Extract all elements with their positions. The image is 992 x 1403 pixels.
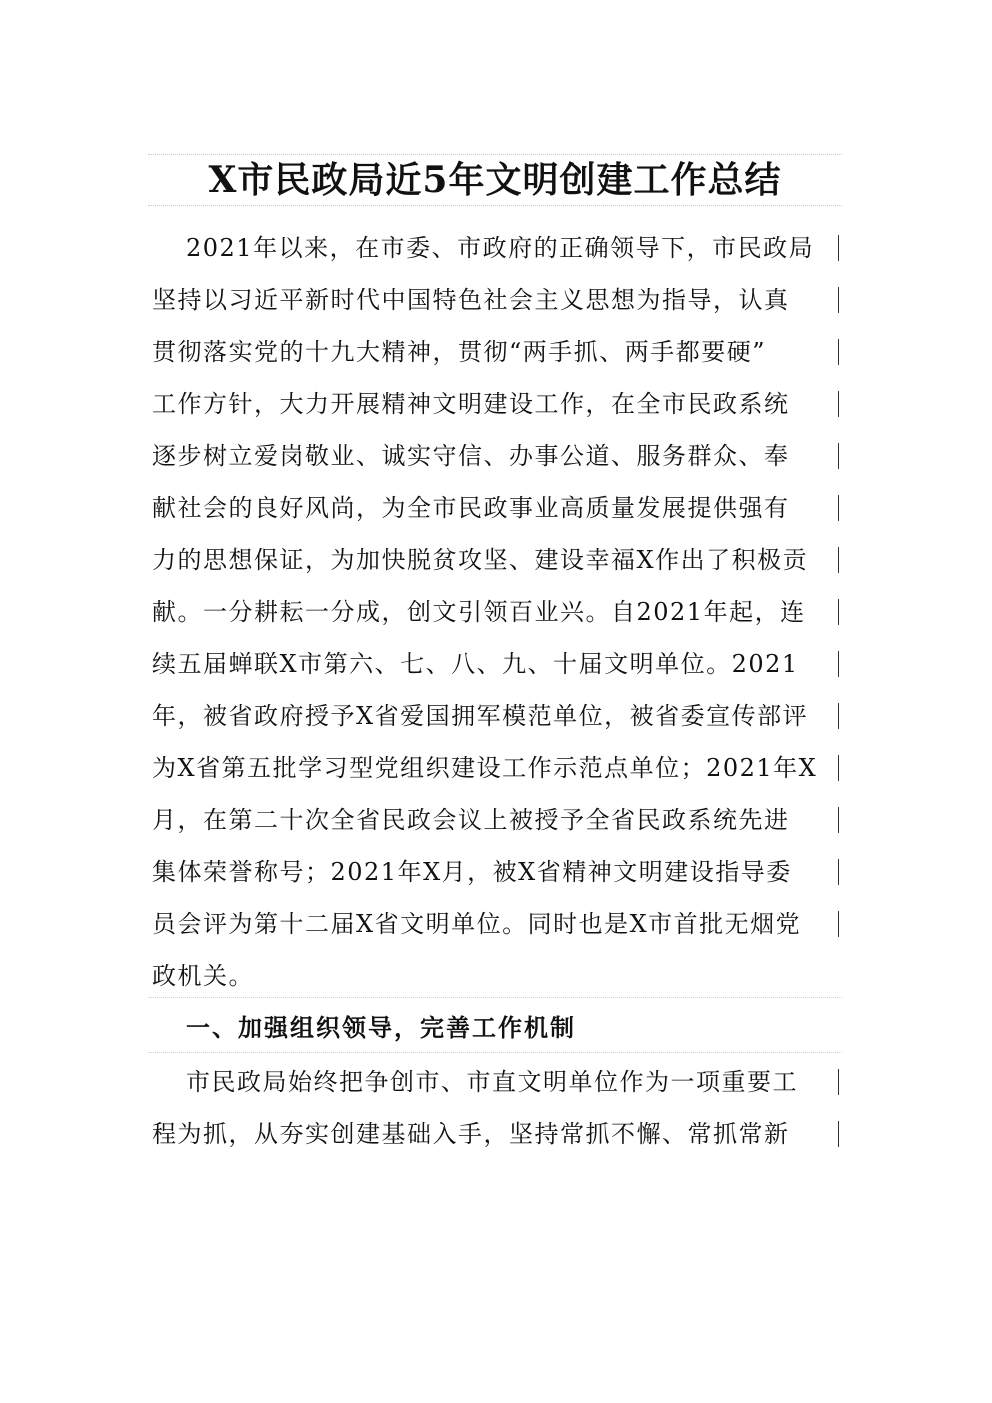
margin-mark — [838, 1121, 839, 1147]
margin-mark — [838, 651, 839, 677]
paragraph-line: 月，在第二十次全省民政会议上被授予全省民政系统先进 — [152, 806, 790, 834]
paragraph-line: 年，被省政府授予X省爱国拥军模范单位，被省委宣传部评 — [152, 702, 809, 730]
document-title: X市民政局近5年文明创建工作总结 — [208, 159, 782, 201]
intro-paragraph — [152, 222, 852, 1002]
paragraph-divider — [148, 997, 842, 998]
title-divider — [148, 205, 842, 206]
paragraph-line: 政机关。 — [152, 962, 254, 990]
paragraph-line: 力的思想保证，为加快脱贫攻坚、建设幸福X作出了积极贡 — [152, 546, 809, 574]
margin-mark — [838, 807, 839, 833]
paragraph-line: 逐步树立爱岗敬业、诚实守信、办事公道、服务群众、奉 — [152, 442, 790, 470]
margin-mark — [838, 235, 839, 261]
paragraph-line: 员会评为第十二届X省文明单位。同时也是X市首批无烟党 — [152, 910, 802, 938]
margin-mark — [838, 703, 839, 729]
margin-mark — [838, 495, 839, 521]
paragraph-line: 续五届蝉联X市第六、七、八、九、十届文明单位。2021 — [152, 650, 799, 678]
margin-mark — [838, 287, 839, 313]
section1-paragraph — [152, 1056, 852, 1160]
paragraph-line: 工作方针，大力开展精神文明建设工作，在全市民政系统 — [152, 390, 790, 418]
paragraph-line: 为X省第五批学习型党组织建设工作示范点单位；2021年X — [152, 754, 818, 782]
paragraph-line: 集体荣誉称号；2021年X月，被X省精神文明建设指导委 — [152, 858, 792, 886]
margin-mark — [838, 391, 839, 417]
margin-mark — [838, 859, 839, 885]
margin-mark — [838, 339, 839, 365]
margin-mark — [838, 443, 839, 469]
top-divider — [148, 154, 842, 155]
margin-mark — [838, 599, 839, 625]
paragraph-line: 程为抓，从夯实创建基础入手，坚持常抓不懈、常抓常新 — [152, 1120, 790, 1148]
margin-mark — [838, 755, 839, 781]
heading-divider — [148, 1052, 842, 1053]
paragraph-line: 献。一分耕耘一分成，创文引领百业兴。自2021年起，连 — [152, 598, 806, 626]
margin-mark — [838, 911, 839, 937]
paragraph-line: 献社会的良好风尚，为全市民政事业高质量发展提供强有 — [152, 494, 790, 522]
paragraph-line: 市民政局始终把争创市、市直文明单位作为一项重要工 — [186, 1068, 798, 1096]
paragraph-line: 坚持以习近平新时代中国特色社会主义思想为指导，认真 — [152, 286, 790, 314]
paragraph-line: 2021年以来，在市委、市政府的正确领导下，市民政局 — [186, 234, 815, 262]
margin-mark — [838, 1069, 839, 1095]
section-heading: 一、加强组织领导，完善工作机制 — [186, 1014, 576, 1042]
margin-mark — [838, 547, 839, 573]
paragraph-line: 贯彻落实党的十九大精神，贯彻“两手抓、两手都要硬” — [152, 338, 767, 366]
